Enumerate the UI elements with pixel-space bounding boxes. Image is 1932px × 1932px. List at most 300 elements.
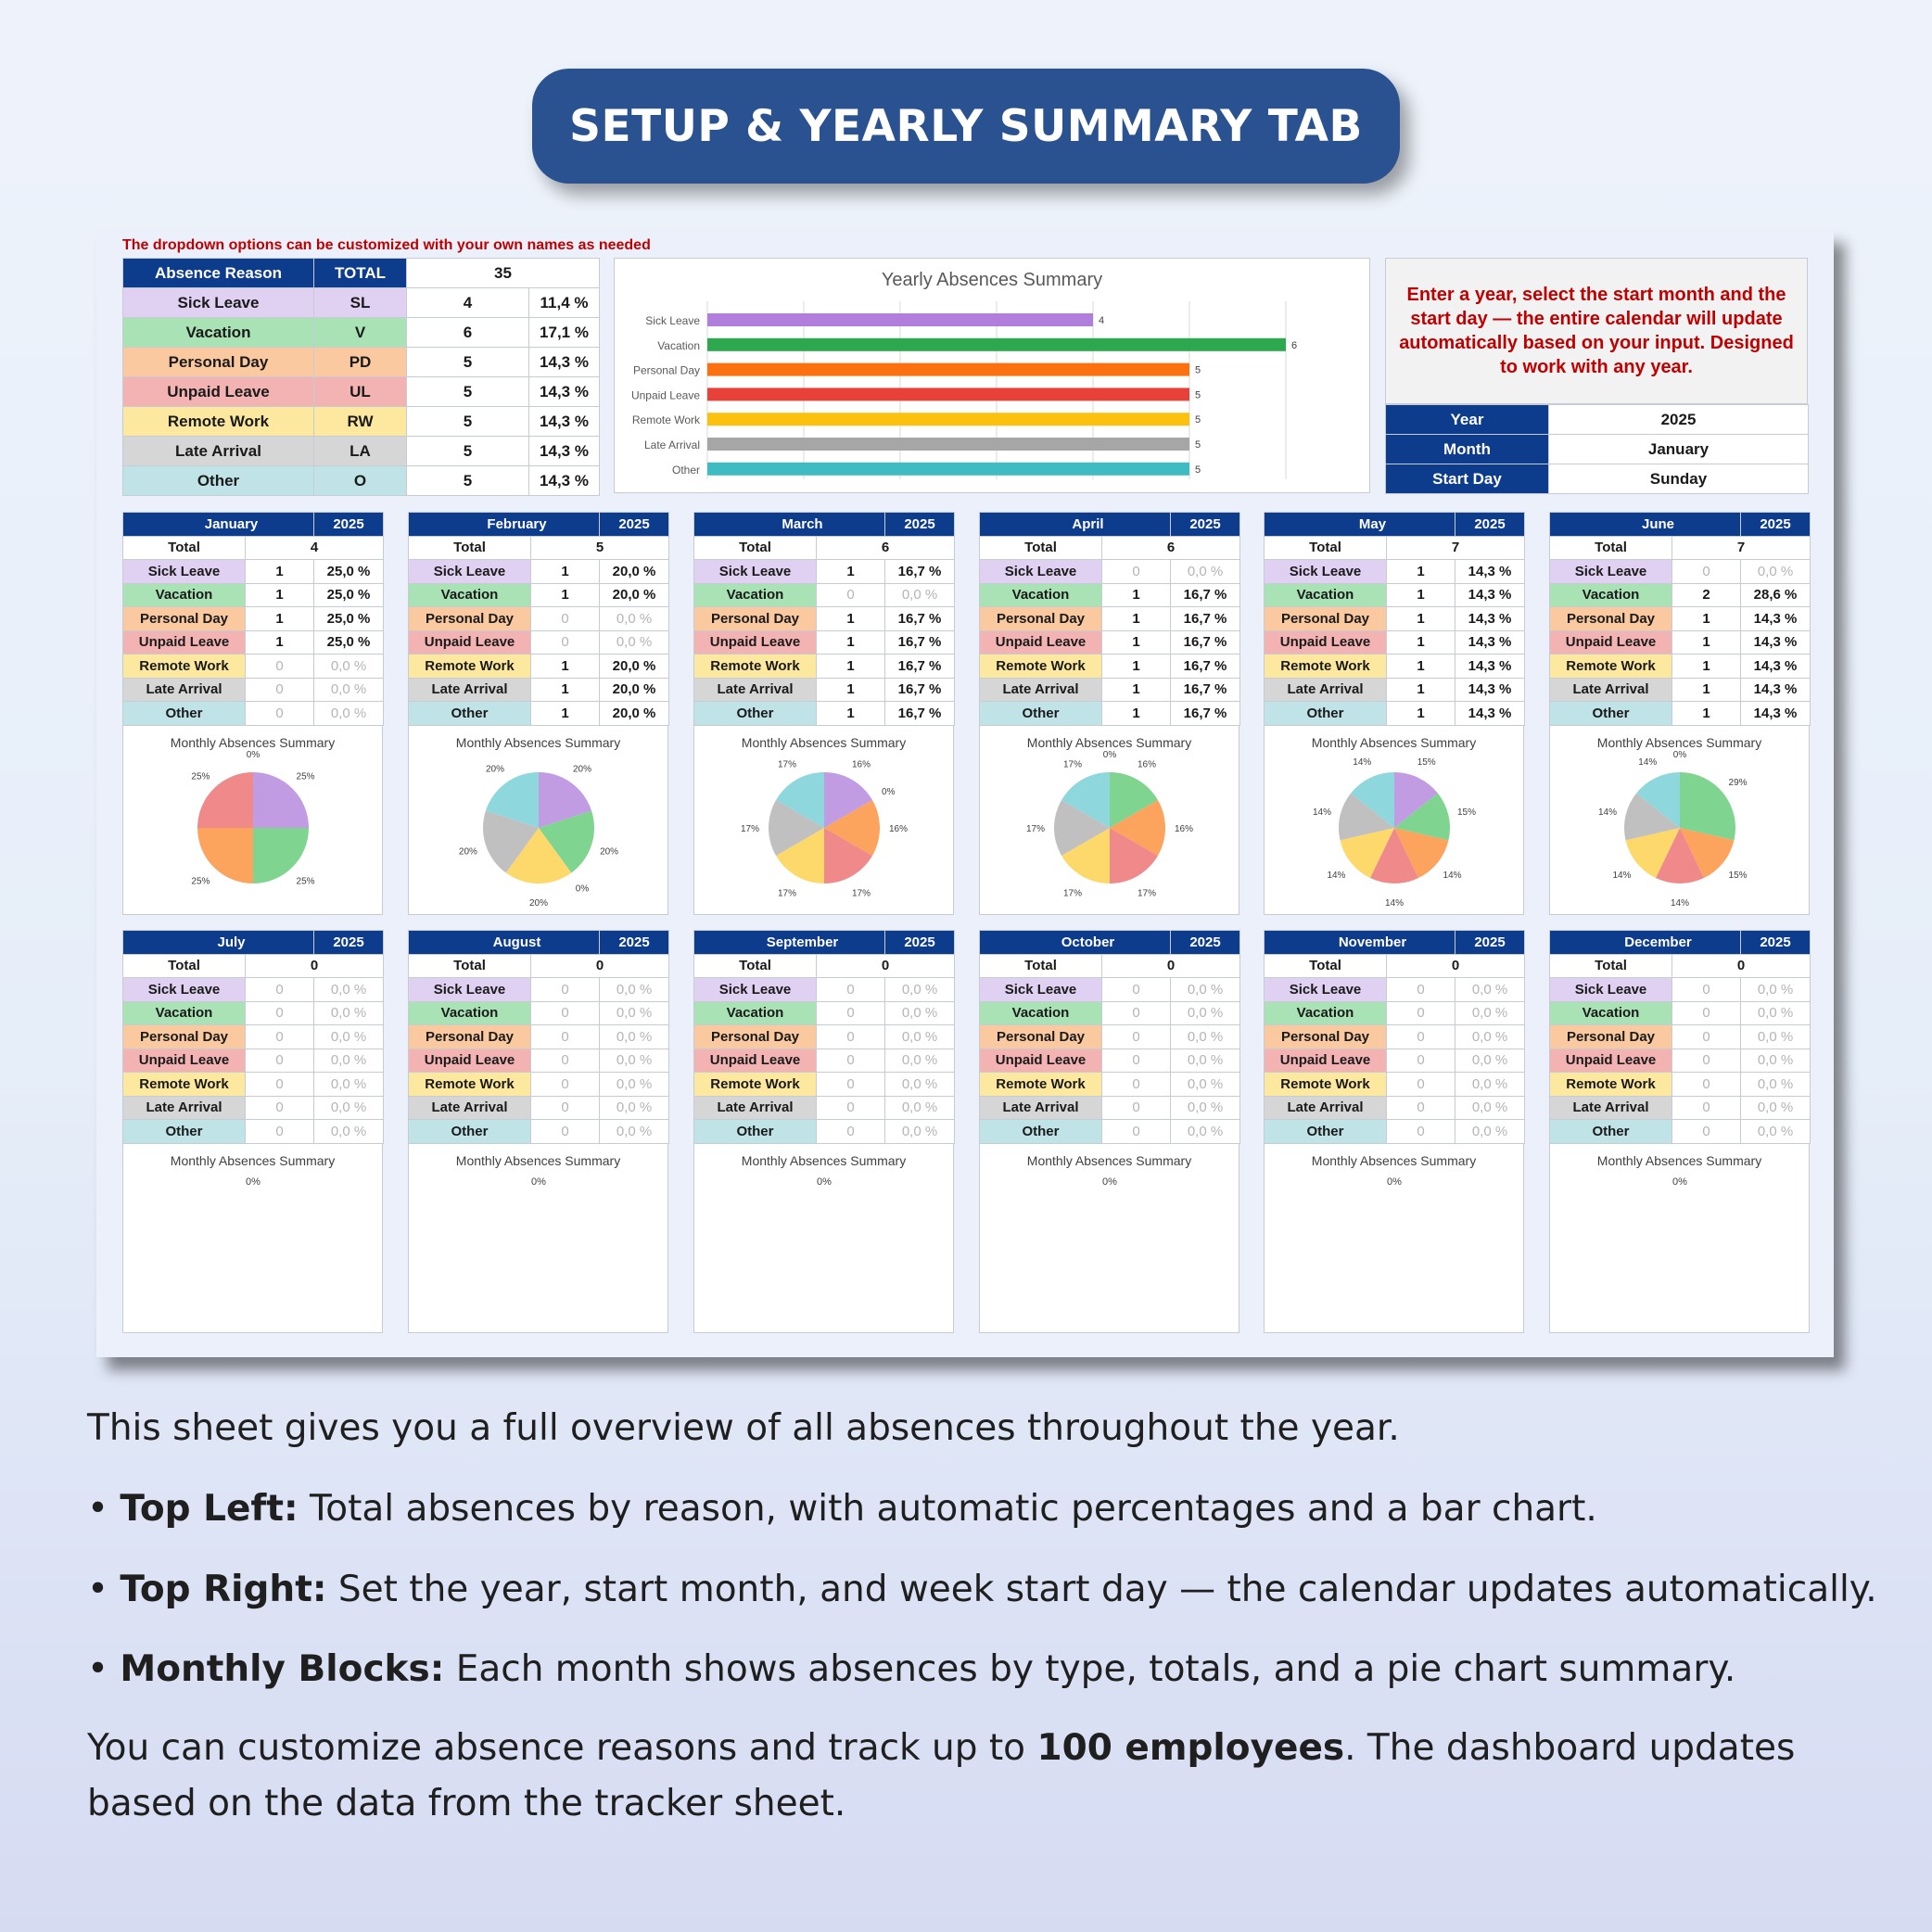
outro-bold: 100 employees (1036, 1727, 1345, 1769)
month-reason-percent: 0,0 % (314, 1120, 384, 1144)
month-reason-percent: 0,0 % (1741, 978, 1811, 1002)
month-reason-count: 0 (1387, 1001, 1455, 1025)
pie-percent-label: 14% (1312, 807, 1332, 818)
month-reason-count: 1 (817, 678, 885, 702)
monthly-pie-chart (693, 1144, 954, 1333)
month-reason-percent: 14,3 % (1455, 702, 1525, 726)
pie-chart-title: Monthly Absences Summary (170, 1152, 336, 1168)
month-reason-row (694, 978, 955, 1002)
month-reason-row (980, 678, 1240, 702)
month-reason-count: 0 (817, 1049, 885, 1073)
reason-cell[interactable]: Unpaid Leave (123, 377, 314, 407)
yearly-absences-bar-chart (614, 258, 1370, 493)
month-reason-label: Personal Day (694, 1025, 817, 1049)
pie-percent-label: 17% (1062, 887, 1083, 898)
month-reason-percent: 0,0 % (885, 1025, 955, 1049)
month-reason-count: 0 (1102, 978, 1171, 1002)
month-reason-label: Late Arrival (980, 678, 1102, 702)
pie-percent-label: 14% (1612, 870, 1632, 881)
month-reason-count: 1 (531, 583, 600, 607)
month-reason-count: 0 (817, 1096, 885, 1120)
month-reason-label: Personal Day (409, 1025, 531, 1049)
month-reason-row (409, 1096, 669, 1120)
bar-value-label: 5 (1195, 439, 1201, 451)
month-reason-row (980, 1001, 1240, 1025)
month-reason-count: 0 (1672, 1025, 1741, 1049)
pie-percent-label: 0% (575, 883, 590, 895)
month-reason-row (123, 978, 384, 1002)
pie-percent-label: 17% (777, 887, 797, 898)
month-reason-row (1265, 607, 1525, 631)
month-name: January (123, 513, 314, 537)
month-reason-label: Sick Leave (1550, 978, 1672, 1002)
month-reason-label: Sick Leave (1550, 560, 1672, 584)
code-cell[interactable]: O (314, 466, 407, 496)
pie-empty-label: 0% (1387, 1176, 1402, 1188)
month-reason-row (980, 607, 1240, 631)
percent-cell: 14,3 % (529, 348, 600, 377)
month-reason-label: Other (123, 702, 246, 726)
bar-category-label: Remote Work (631, 413, 700, 427)
pie-percent-label: 14% (1638, 756, 1658, 768)
monthly-pie-chart (408, 1144, 668, 1333)
month-reason-count: 0 (817, 978, 885, 1002)
month-reason-label: Personal Day (1265, 1025, 1387, 1049)
month-name: July (123, 931, 314, 955)
month-year: 2025 (1171, 513, 1240, 537)
month-reason-label: Late Arrival (409, 1096, 531, 1120)
month-year: 2025 (885, 931, 955, 955)
month-reason-count: 1 (1102, 655, 1171, 679)
month-reason-label: Personal Day (1550, 1025, 1672, 1049)
month-reason-row (1265, 1001, 1525, 1025)
pie-percent-label: 16% (1137, 759, 1157, 770)
percent-cell: 14,3 % (529, 377, 600, 407)
pie-canvas (1265, 750, 1525, 913)
month-reason-percent: 0,0 % (1171, 1025, 1240, 1049)
pie-empty-label: 0% (817, 1176, 832, 1188)
month-reason-percent: 0,0 % (1741, 1001, 1811, 1025)
month-reason-percent: 14,3 % (1741, 607, 1811, 631)
month-reason-percent: 0,0 % (314, 978, 384, 1002)
month-reason-count: 0 (1387, 1073, 1455, 1097)
month-reason-percent: 16,7 % (1171, 583, 1240, 607)
month-table (408, 512, 669, 726)
month-year: 2025 (1741, 931, 1811, 955)
pie-percent-label: 20% (528, 897, 549, 909)
header-absence-reason: Absence Reason (123, 259, 314, 288)
pie-percent-label: 0% (1672, 749, 1687, 760)
month-reason-percent: 0,0 % (1741, 560, 1811, 584)
description-bullet-monthly: • Monthly Blocks: Each month shows absences by type, totals, and a pie chart summary. (87, 1648, 1736, 1690)
pie-percent-label: 20% (485, 763, 504, 774)
summary-row (123, 377, 600, 407)
month-year: 2025 (885, 513, 955, 537)
bar-value-label: 5 (1195, 414, 1201, 426)
month-reason-row (1265, 630, 1525, 655)
reason-cell[interactable]: Personal Day (123, 348, 314, 377)
month-select[interactable]: January (1549, 435, 1809, 464)
month-year: 2025 (1741, 513, 1811, 537)
month-reason-row (980, 702, 1240, 726)
code-cell[interactable]: UL (314, 377, 407, 407)
total-absences-value: 35 (407, 259, 600, 288)
month-reason-percent: 16,7 % (885, 560, 955, 584)
month-reason-label: Vacation (409, 583, 531, 607)
description-outro-line2: based on the data from the tracker sheet. (87, 1783, 846, 1824)
bullet-top-left-text: Total absences by reason, with automatic percentages and a bar chart. (298, 1488, 1597, 1530)
month-reason-percent: 0,0 % (314, 678, 384, 702)
month-year: 2025 (314, 931, 384, 955)
reason-cell[interactable]: Late Arrival (123, 437, 314, 466)
month-reason-percent: 20,0 % (600, 655, 669, 679)
month-reason-count: 0 (246, 1120, 314, 1144)
month-reason-row (123, 1049, 384, 1073)
month-total-value: 5 (531, 536, 669, 560)
bar-chart-title: Yearly Absences Summary (881, 270, 1103, 290)
month-reason-label: Other (694, 702, 817, 726)
month-total-label: Total (123, 536, 246, 560)
month-reason-label: Vacation (694, 1001, 817, 1025)
month-reason-row (980, 978, 1240, 1002)
month-total-label: Total (123, 954, 246, 978)
month-block-june (1549, 512, 1810, 915)
month-reason-percent: 14,3 % (1741, 702, 1811, 726)
month-reason-row (980, 560, 1240, 584)
month-reason-percent: 0,0 % (314, 1073, 384, 1097)
bullet-top-right-label: Top Right: (120, 1569, 327, 1610)
month-reason-count: 0 (1387, 1025, 1455, 1049)
month-reason-count: 0 (531, 1049, 600, 1073)
month-reason-row (980, 1025, 1240, 1049)
month-reason-percent: 0,0 % (1171, 1049, 1240, 1073)
pie-chart-title: Monthly Absences Summary (455, 1152, 621, 1168)
summary-row (123, 318, 600, 348)
month-block-may (1264, 512, 1524, 915)
spreadsheet-view (96, 230, 1834, 1357)
month-total-value: 4 (246, 536, 384, 560)
month-reason-label: Late Arrival (1550, 1096, 1672, 1120)
month-reason-count: 0 (1387, 978, 1455, 1002)
month-block-march (693, 512, 954, 915)
month-reason-count: 0 (817, 1001, 885, 1025)
month-block-august (408, 930, 668, 1333)
month-reason-row (1550, 1073, 1811, 1097)
month-reason-row (1265, 1073, 1525, 1097)
month-reason-label: Sick Leave (1265, 560, 1387, 584)
month-reason-percent: 0,0 % (314, 1001, 384, 1025)
reason-cell[interactable]: Vacation (123, 318, 314, 348)
month-reason-percent: 0,0 % (1171, 1073, 1240, 1097)
month-reason-row (694, 1001, 955, 1025)
month-reason-row (694, 1120, 955, 1144)
month-reason-label: Other (409, 1120, 531, 1144)
month-reason-count: 1 (1387, 607, 1455, 631)
month-reason-count: 0 (531, 1096, 600, 1120)
pie-percent-label: 14% (1353, 756, 1372, 768)
month-reason-label: Other (1265, 702, 1387, 726)
month-table (1264, 512, 1525, 726)
month-table (1549, 930, 1811, 1144)
month-reason-row (1550, 560, 1811, 584)
month-reason-row (1550, 1025, 1811, 1049)
month-reason-row (123, 1073, 384, 1097)
month-reason-label: Late Arrival (409, 678, 531, 702)
month-reason-count: 0 (1387, 1096, 1455, 1120)
bar-value-label: 5 (1195, 364, 1201, 376)
month-reason-percent: 0,0 % (1171, 1001, 1240, 1025)
pie-chart-title: Monthly Absences Summary (1026, 1152, 1192, 1168)
month-reason-percent: 0,0 % (600, 607, 669, 631)
page-banner: SETUP & YEARLY SUMMARY TAB (532, 69, 1400, 184)
month-reason-label: Vacation (980, 583, 1102, 607)
month-reason-label: Remote Work (980, 1073, 1102, 1097)
pie-percent-label: 25% (296, 770, 315, 782)
month-reason-row (123, 1120, 384, 1144)
month-reason-percent: 25,0 % (314, 607, 384, 631)
pie-chart-title: Monthly Absences Summary (1596, 734, 1762, 750)
month-reason-count: 0 (246, 655, 314, 679)
month-reason-row (1550, 1120, 1811, 1144)
monthly-pie-chart (122, 1144, 383, 1333)
pie-percent-label: 14% (1670, 897, 1690, 909)
month-reason-row (980, 655, 1240, 679)
month-reason-count: 0 (1102, 1049, 1171, 1073)
pie-canvas (1550, 750, 1811, 913)
pie-percent-label: 17% (1137, 887, 1157, 898)
month-total-value: 6 (817, 536, 955, 560)
month-reason-label: Unpaid Leave (980, 630, 1102, 655)
month-reason-count: 0 (1672, 1073, 1741, 1097)
month-reason-label: Remote Work (123, 655, 246, 679)
pie-chart-title: Monthly Absences Summary (1026, 734, 1192, 750)
month-total-label: Total (694, 536, 817, 560)
month-total-value: 0 (246, 954, 384, 978)
bullet-top-right-text: Set the year, start month, and week start day — the calendar updates automatically. (326, 1569, 1877, 1610)
month-reason-row (1265, 583, 1525, 607)
month-reason-count: 1 (531, 560, 600, 584)
month-reason-label: Late Arrival (123, 678, 246, 702)
monthly-pie-chart (979, 1144, 1239, 1333)
outro-start: You can customize absence reasons and track up to (87, 1727, 1037, 1769)
percent-cell: 17,1 % (529, 318, 600, 348)
month-reason-percent: 14,3 % (1455, 560, 1525, 584)
month-reason-percent: 0,0 % (1741, 1096, 1811, 1120)
month-reason-percent: 0,0 % (1171, 978, 1240, 1002)
month-reason-label: Sick Leave (409, 560, 531, 584)
month-reason-percent: 0,0 % (1455, 1120, 1525, 1144)
month-reason-percent: 20,0 % (600, 678, 669, 702)
month-reason-label: Remote Work (1265, 655, 1387, 679)
month-reason-label: Remote Work (409, 1073, 531, 1097)
bullet-monthly-text: Each month shows absences by type, totals, and a pie chart summary. (444, 1648, 1736, 1690)
month-name: February (409, 513, 600, 537)
month-reason-percent: 0,0 % (1741, 1025, 1811, 1049)
month-total-label: Total (980, 536, 1102, 560)
month-reason-row (1550, 1001, 1811, 1025)
month-reason-label: Other (1265, 1120, 1387, 1144)
month-reason-row (694, 702, 955, 726)
reason-cell[interactable]: Sick Leave (123, 288, 314, 318)
month-reason-percent: 0,0 % (1171, 1120, 1240, 1144)
setup-panel (1385, 258, 1808, 495)
month-reason-row (123, 1001, 384, 1025)
percent-cell: 14,3 % (529, 437, 600, 466)
month-reason-label: Other (409, 702, 531, 726)
header-total: TOTAL (314, 259, 407, 288)
month-reason-count: 0 (531, 978, 600, 1002)
month-reason-count: 1 (246, 583, 314, 607)
reason-cell[interactable]: Remote Work (123, 407, 314, 437)
month-reason-percent: 0,0 % (1741, 1049, 1811, 1073)
bullet-top-left-label: Top Left: (120, 1488, 299, 1530)
month-reason-count: 1 (1102, 583, 1171, 607)
month-reason-label: Personal Day (980, 607, 1102, 631)
month-reason-label: Vacation (1265, 1001, 1387, 1025)
month-reason-count: 0 (531, 1001, 600, 1025)
month-reason-percent: 14,3 % (1455, 655, 1525, 679)
month-reason-label: Late Arrival (980, 1096, 1102, 1120)
month-reason-label: Late Arrival (1550, 678, 1672, 702)
month-reason-row (123, 583, 384, 607)
pie-percent-label: 20% (600, 846, 619, 858)
month-reason-label: Remote Work (1550, 1073, 1672, 1097)
month-reason-row (123, 655, 384, 679)
month-reason-row (694, 1049, 955, 1073)
bar-unpaid-leave (707, 388, 1189, 400)
month-reason-count: 0 (817, 1073, 885, 1097)
month-block-september (693, 930, 954, 1333)
month-year: 2025 (600, 513, 669, 537)
month-reason-percent: 0,0 % (600, 1049, 669, 1073)
month-reason-percent: 0,0 % (1455, 1025, 1525, 1049)
bar-category-label: Vacation (657, 338, 700, 352)
percent-cell: 14,3 % (529, 407, 600, 437)
month-reason-label: Late Arrival (1265, 1096, 1387, 1120)
month-name: May (1265, 513, 1455, 537)
month-reason-count: 1 (531, 702, 600, 726)
month-reason-row (1550, 607, 1811, 631)
month-reason-count: 1 (817, 630, 885, 655)
month-reason-label: Unpaid Leave (409, 630, 531, 655)
year-input[interactable]: 2025 (1549, 405, 1809, 435)
month-reason-label: Late Arrival (1265, 678, 1387, 702)
month-reason-label: Sick Leave (980, 978, 1102, 1002)
month-reason-percent: 0,0 % (885, 978, 955, 1002)
month-reason-label: Sick Leave (980, 560, 1102, 584)
summary-row (123, 407, 600, 437)
pie-canvas (123, 1168, 384, 1331)
month-table (693, 512, 955, 726)
month-reason-percent: 14,3 % (1741, 655, 1811, 679)
code-cell[interactable]: V (314, 318, 407, 348)
month-reason-row (694, 607, 955, 631)
month-reason-row (409, 1120, 669, 1144)
code-cell[interactable]: PD (314, 348, 407, 377)
month-reason-count: 1 (817, 702, 885, 726)
month-reason-row (409, 978, 669, 1002)
month-reason-row (1550, 655, 1811, 679)
pie-percent-label: 15% (1728, 870, 1748, 881)
pie-percent-label: 0% (1102, 749, 1117, 760)
pie-chart-title: Monthly Absences Summary (1311, 1152, 1477, 1168)
pie-percent-label: 20% (458, 846, 477, 858)
month-reason-row (409, 655, 669, 679)
month-year: 2025 (1171, 931, 1240, 955)
pie-chart-title: Monthly Absences Summary (741, 734, 907, 750)
month-reason-row (980, 1120, 1240, 1144)
month-reason-percent: 14,3 % (1455, 630, 1525, 655)
month-reason-row (409, 583, 669, 607)
month-reason-count: 1 (1387, 583, 1455, 607)
pie-percent-label: 25% (191, 876, 210, 887)
month-reason-row (1550, 1096, 1811, 1120)
month-reason-label: Vacation (1550, 1001, 1672, 1025)
month-reason-count: 1 (1102, 630, 1171, 655)
start-day-select[interactable]: Sunday (1549, 464, 1809, 494)
month-reason-count: 0 (246, 1049, 314, 1073)
reason-cell[interactable]: Other (123, 466, 314, 496)
month-reason-count: 1 (1387, 702, 1455, 726)
pie-percent-label: 0% (246, 749, 261, 760)
month-reason-row (1265, 1096, 1525, 1120)
month-reason-row (409, 1001, 669, 1025)
month-reason-count: 0 (246, 678, 314, 702)
pie-empty-label: 0% (531, 1176, 546, 1188)
month-reason-row (1265, 1049, 1525, 1073)
pie-slice (197, 828, 253, 883)
month-reason-count: 0 (246, 1001, 314, 1025)
month-reason-count: 0 (817, 583, 885, 607)
monthly-pie-chart (1264, 1144, 1524, 1333)
pie-chart-title: Monthly Absences Summary (1596, 1152, 1762, 1168)
month-total-label: Total (1550, 536, 1672, 560)
month-reason-count: 0 (1672, 1120, 1741, 1144)
code-cell[interactable]: SL (314, 288, 407, 318)
month-reason-label: Sick Leave (123, 978, 246, 1002)
month-reason-percent: 0,0 % (600, 978, 669, 1002)
month-reason-label: Other (980, 1120, 1102, 1144)
monthly-pie-chart (1549, 726, 1810, 915)
month-reason-count: 1 (246, 560, 314, 584)
month-reason-row (980, 630, 1240, 655)
month-reason-count: 1 (246, 607, 314, 631)
month-reason-percent: 16,7 % (1171, 655, 1240, 679)
summary-row (123, 348, 600, 377)
month-reason-count: 0 (531, 630, 600, 655)
month-reason-percent: 16,7 % (1171, 678, 1240, 702)
month-table (408, 930, 669, 1144)
month-reason-row (1550, 1049, 1811, 1073)
month-block-november (1264, 930, 1524, 1333)
pie-percent-label: 14% (1327, 870, 1346, 881)
monthly-pie-chart (1549, 1144, 1810, 1333)
customization-note: The dropdown options can be customized with your own names as needed (122, 237, 651, 253)
month-reason-row (409, 1025, 669, 1049)
month-reason-label: Other (1550, 1120, 1672, 1144)
code-cell[interactable]: RW (314, 407, 407, 437)
code-cell[interactable]: LA (314, 437, 407, 466)
month-reason-row (409, 1073, 669, 1097)
count-cell: 4 (407, 288, 529, 318)
monthly-pie-chart (979, 726, 1239, 915)
description-outro (87, 1727, 1795, 1769)
month-reason-label: Personal Day (123, 1025, 246, 1049)
month-reason-percent: 0,0 % (1455, 1049, 1525, 1073)
month-reason-label: Remote Work (123, 1073, 246, 1097)
month-reason-count: 1 (817, 607, 885, 631)
month-block-july (122, 930, 383, 1333)
